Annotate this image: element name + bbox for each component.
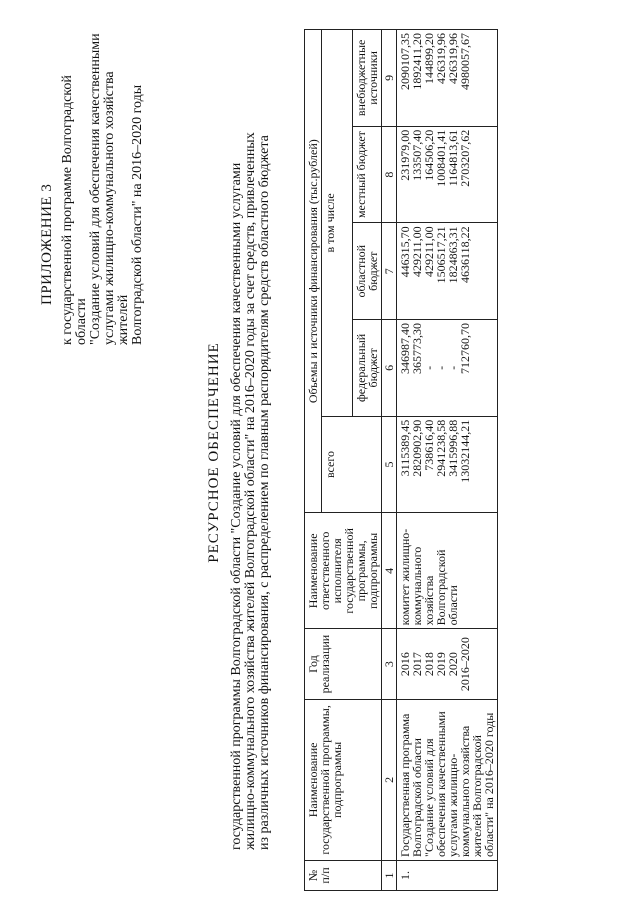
local-value: 1164813,61 — [446, 129, 460, 187]
program-name: Государственная программа Волгоградской области "Создание условий для обеспечения качественными услугами жилищно-коммунального хозяйства жителей Волгоградской области" на 2016–2020 годы — [397, 699, 498, 860]
header-regional: областной бюджет — [353, 223, 382, 320]
extra-value: 426319,96 — [434, 33, 448, 84]
federal-value: 365773,30 — [410, 323, 424, 375]
regional-value: 4636118,22 — [458, 226, 472, 283]
row-number: 1. — [397, 860, 498, 890]
header-extra: внебюджетные источники — [353, 30, 382, 127]
subtitle-line: жилищно-коммунального хозяйства жителей Волгоградской области" на 2016–2020 годы за счет средств, привлеченных — [243, 132, 258, 850]
federal-value: - — [434, 365, 448, 370]
appendix-line: Волгоградской области" на 2016–2020 годы — [130, 84, 145, 345]
column-number: 4 — [382, 513, 397, 629]
year-value: 2020 — [446, 652, 460, 677]
regional-value: 429211,00 — [422, 226, 436, 277]
total-value: 738616,40 — [422, 419, 436, 471]
column-number: 2 — [382, 699, 397, 860]
column-number: 3 — [382, 629, 397, 700]
local-value: 164506,20 — [422, 129, 436, 181]
total-cell — [397, 416, 498, 513]
column-number: 5 — [382, 416, 397, 513]
local-value: 133507,40 — [410, 129, 424, 181]
extra-value: 2090107,35 — [398, 33, 412, 90]
total-value: 3115389,45 — [398, 419, 412, 477]
executor-name: комитет жилищно-коммунального хозяйства Волгоградской области — [397, 513, 498, 629]
years-cell — [397, 629, 498, 700]
total-value: 2941238,58 — [434, 419, 448, 477]
federal-value: 346987,40 — [398, 323, 412, 375]
subtitle-line: из различных источников финансирования, с распределением по главным распорядителям средств областного бюджета — [257, 135, 272, 850]
federal-value: - — [446, 365, 460, 370]
header-federal: федеральный бюджет — [353, 320, 382, 417]
document-title: РЕСУРСНОЕ ОБЕСПЕЧЕНИЕ — [206, 342, 222, 563]
appendix-line: к государственной программе Волгоградской области — [60, 75, 89, 345]
header-num: № п/п — [305, 860, 382, 890]
year-value: 2019 — [434, 652, 448, 677]
column-number: 6 — [382, 320, 397, 417]
federal-value: - — [422, 365, 436, 370]
header-including: в том числе — [322, 30, 353, 417]
extra-value: 426319,96 — [446, 33, 460, 84]
regional-value: 429211,00 — [410, 226, 424, 277]
extra-cell — [397, 30, 498, 127]
appendix-line: "Создание условий для обеспечения качественными — [88, 33, 103, 345]
local-cell — [397, 126, 498, 223]
resource-table — [304, 29, 498, 891]
regional-cell — [397, 223, 498, 320]
year-value: 2016–2020 — [458, 637, 472, 692]
header-program: Наименование государственной программы, подпрограммы — [305, 699, 382, 860]
local-value: 2703207,62 — [458, 129, 472, 187]
extra-value: 4980057,67 — [458, 33, 472, 90]
extra-value: 1892411,20 — [410, 33, 424, 90]
regional-value: 1506517,21 — [434, 226, 448, 284]
header-local: местный бюджет — [353, 126, 382, 223]
year-value: 2017 — [410, 652, 424, 677]
header-executor: Наименование ответственного исполнителя государственной программы, подпрограммы — [305, 513, 382, 629]
appendix-block — [40, 25, 145, 345]
total-value: 13032144,21 — [458, 419, 472, 483]
table-row — [397, 30, 498, 891]
local-value: 1008401,41 — [434, 129, 448, 187]
federal-value: 712760,70 — [458, 323, 472, 375]
header-volumes: Объемы и источники финансирования (тыс.рублей) — [305, 30, 322, 513]
column-number-row — [382, 30, 397, 891]
regional-value: 446315,70 — [398, 226, 412, 278]
local-value: 231979,00 — [398, 129, 412, 181]
document-subtitle — [230, 60, 272, 850]
total-value: 2820902,90 — [410, 419, 424, 477]
column-number: 1 — [382, 860, 397, 890]
column-number: 8 — [382, 126, 397, 223]
extra-value: 144899,20 — [422, 33, 436, 84]
subtitle-line: государственной программы Волгоградской области "Создание условий для обеспечения качественными услугами — [229, 162, 244, 850]
header-year: Год реализации — [305, 629, 382, 700]
appendix-line: услугами жилищно-коммунального хозяйства жителей — [102, 71, 131, 345]
appendix-heading: ПРИЛОЖЕНИЕ 3 — [39, 183, 55, 305]
regional-value: 1824863,31 — [446, 226, 460, 284]
header-total: всего — [322, 416, 382, 513]
year-value: 2018 — [422, 652, 436, 677]
total-value: 3415996,88 — [446, 419, 460, 477]
column-number: 9 — [382, 30, 397, 127]
column-number: 7 — [382, 223, 397, 320]
year-value: 2016 — [398, 652, 412, 677]
federal-cell — [397, 320, 498, 417]
